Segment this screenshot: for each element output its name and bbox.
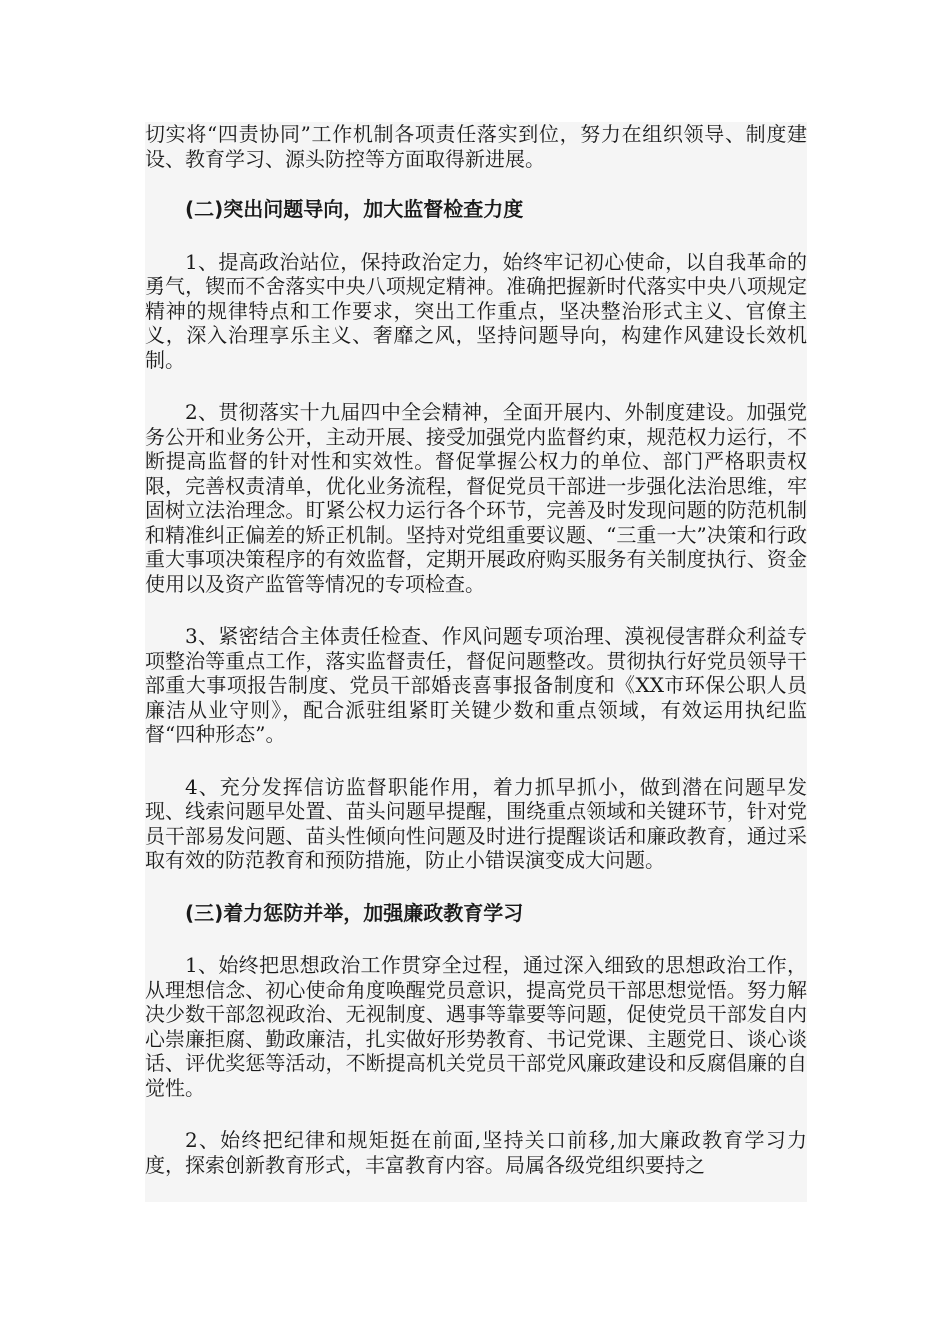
paragraph-2-4: 4、充分发挥信访监督职能作用，着力抓早抓小，做到潜在问题早发现、线索问题早处置、苗头问题早提醒，围绕重点领域和关键环节，针对党员干部易发问题、苗头性倾向性问题及时进行提醒谈话和廉政教育，通过采取有效的防范教育和预防措施，防止小错误演变成大问题。 [145,774,807,872]
document-body [145,122,807,1202]
paragraph-3-2: 2、始终把纪律和规矩挺在前面,坚持关口前移,加大廉政教育学习力度，探索创新教育形式，丰富教育内容。局属各级党组织要持之 [145,1128,807,1177]
paragraph-2-3: 3、紧密结合主体责任检查、作风问题专项治理、漠视侵害群众利益专项整治等重点工作，落实监督责任，督促问题整改。贯彻执行好党员领导干部重大事项报告制度、党员干部婚丧喜事报备制度和《XX市环保公职人员廉洁从业守则》，配合派驻组紧盯关键少数和重点领域，有效运用执纪监督“四种形态”。 [145,624,807,746]
section-heading-3: (三)着力惩防并举，加强廉政教育学习 [185,900,524,925]
paragraph-2-1: 1、提高政治站位，保持政治定力，始终牢记初心使命，以自我革命的勇气，锲而不舍落实中央八项规定精神。准确把握新时代落实中央八项规定精神的规律特点和工作要求，突出工作重点，坚决整治形式主义、官僚主义，深入治理享乐主义、奢靡之风，坚持问题导向，构建作风建设长效机制。 [145,249,807,372]
section-heading-2: (二)突出问题导向，加大监督检查力度 [185,197,524,221]
paragraph-2-2: 2、贯彻落实十九届四中全会精神，全面开展内、外制度建设。加强党务公开和业务公开，主动开展、接受加强党内监督约束，规范权力运行，不断提高监督的针对性和实效性。督促掌握公权力的单位、部门严格职责权限，完善权责清单，优化业务流程，督促党员干部进一步强化法治思维，牢固树立法治理念。盯紧公权力运行各个环节，完善及时发现问题的防范机制和精准纠正偏差的矫正机制。坚持对党组重要议题、“三重一大”决策和行政重大事项决策程序的有效监督，定期开展政府购买服务有关制度执行、资金使用以及资产监管等情况的专项检查。 [145,400,807,596]
paragraph-3-1: 1、始终把思想政治工作贯穿全过程，通过深入细致的思想政治工作，从理想信念、初心使命角度唤醒党员意识，提高党员干部思想觉悟。努力解决少数干部忽视政治、无视制度、遇事等靠要等问题，促使党员干部发自内心崇廉拒腐、勤政廉洁，扎实做好形势教育、书记党课、主题党日、谈心谈话、评优奖惩等活动，不断提高机关党员干部党风廉政建设和反腐倡廉的自觉性。 [145,953,807,1100]
paragraph-intro: 切实将“四责协同”工作机制各项责任落实到位，努力在组织领导、制度建设、教育学习、源头防控等方面取得新进展。 [145,122,807,171]
